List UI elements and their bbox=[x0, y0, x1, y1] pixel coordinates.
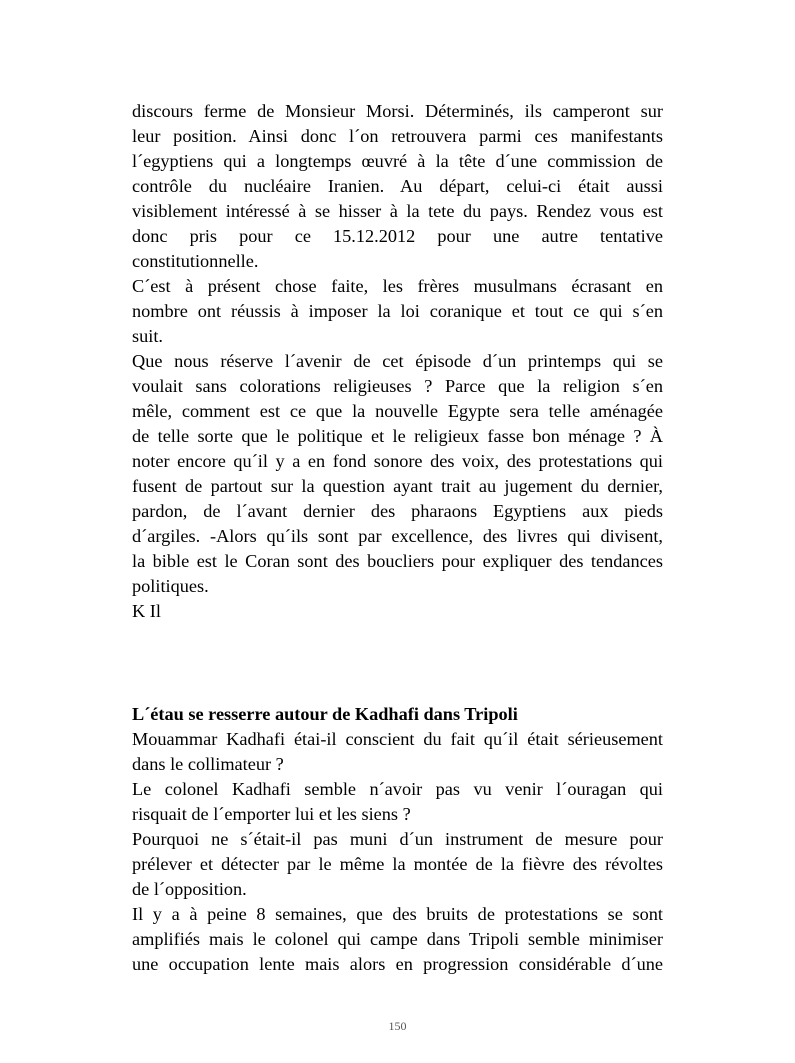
text-line: visiblement intéressé à se hisser à la tete du pays. Rendez vous est bbox=[132, 201, 663, 221]
text-line: dans le collimateur ? bbox=[132, 754, 284, 774]
text-line: amplifiés mais le colonel qui campe dans Tripoli semble minimiser bbox=[132, 929, 663, 949]
section-body-egypt bbox=[132, 99, 663, 624]
text-line: mêle, comment est ce que la nouvelle Egypte sera telle aménagée bbox=[132, 401, 663, 421]
text-line: Il y a à peine 8 semaines, que des bruits de protestations se sont bbox=[132, 904, 663, 924]
text-line: de l´opposition. bbox=[132, 879, 247, 899]
text-line: prélever et détecter par le même la montée de la fièvre des révoltes bbox=[132, 854, 663, 874]
text-line: Mouammar Kadhafi étai-il conscient du fait qu´il était sérieusement bbox=[132, 729, 663, 749]
text-line: donc pris pour ce 15.12.2012 pour une autre tentative bbox=[132, 226, 663, 246]
text-line: discours ferme de Monsieur Morsi. Déterminés, ils camperont sur bbox=[132, 101, 663, 121]
text-line: Que nous réserve l´avenir de cet épisode d´un printemps qui se bbox=[132, 351, 663, 371]
text-line: noter encore qu´il y a en fond sonore des voix, des protestations qui bbox=[132, 451, 663, 471]
text-line: pardon, de l´avant dernier des pharaons Egyptiens aux pieds bbox=[132, 501, 663, 521]
text-line: Le colonel Kadhafi semble n´avoir pas vu venir l´ouragan qui bbox=[132, 779, 663, 799]
text-line: suit. bbox=[132, 326, 163, 346]
text-line: risquait de l´emporter lui et les siens ? bbox=[132, 804, 411, 824]
text-line: de telle sorte que le politique et le religieux fasse bon ménage ? À bbox=[132, 426, 663, 446]
text-line: constitutionnelle. bbox=[132, 251, 259, 271]
text-line: la bible est le Coran sont des boucliers pour expliquer des tendances bbox=[132, 551, 663, 571]
text-line: C´est à présent chose faite, les frères musulmans écrasant en bbox=[132, 276, 663, 296]
text-line: d´argiles. -Alors qu´ils sont par excellence, des livres qui divisent, bbox=[132, 526, 663, 546]
text-line: nombre ont réussis à imposer la loi coranique et tout ce qui s´en bbox=[132, 301, 663, 321]
text-line: leur position. Ainsi donc l´on retrouvera parmi ces manifestants bbox=[132, 126, 663, 146]
section-kadhafi bbox=[132, 702, 663, 977]
text-line: une occupation lente mais alors en progression considérable d´une bbox=[132, 954, 663, 974]
text-line: fusent de partout sur la question ayant trait au jugement du dernier, bbox=[132, 476, 663, 496]
page-number: 150 bbox=[388, 1019, 407, 1033]
section-heading: L´étau se resserre autour de Kadhafi dans Tripoli bbox=[132, 704, 518, 724]
text-line: contrôle du nucléaire Iranien. Au départ, celui-ci était aussi bbox=[132, 176, 663, 196]
text-line: l´egyptiens qui a longtemps œuvré à la tête d´une commission de bbox=[132, 151, 663, 171]
text-line: K Il bbox=[132, 601, 161, 621]
text-line: Pourquoi ne s´était-il pas muni d´un instrument de mesure pour bbox=[132, 829, 663, 849]
text-line: politiques. bbox=[132, 576, 209, 596]
text-line: voulait sans colorations religieuses ? Parce que la religion s´en bbox=[132, 376, 663, 396]
